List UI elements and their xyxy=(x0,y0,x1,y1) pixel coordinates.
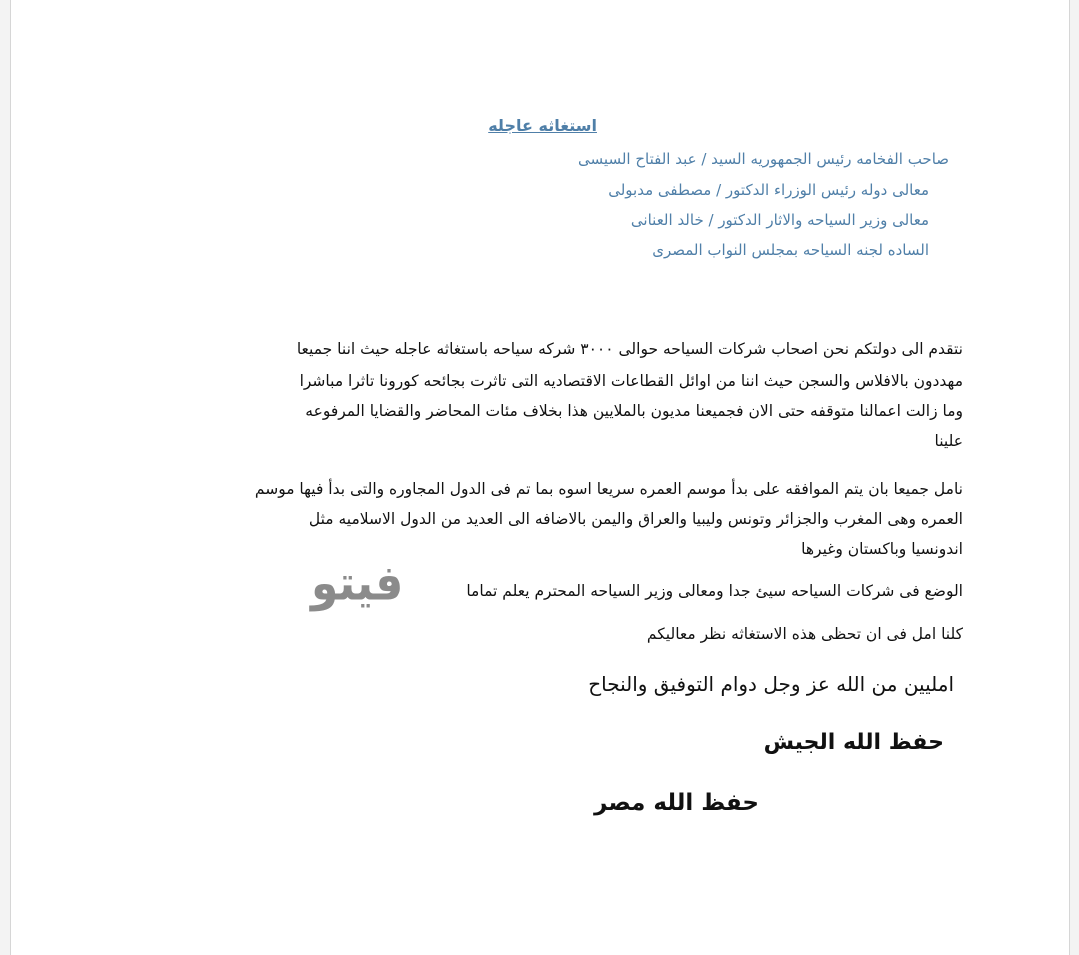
addressee-tourism-minister: معالى وزير السياحه والاثار الدكتور / خالد العنانى xyxy=(630,211,929,229)
addressee-president: صاحب الفخامه رئيس الجمهوريه السيد / عبد الفتاح السيسى xyxy=(578,150,949,168)
addressee-prime-minister: معالى دوله رئيس الوزراء الدكتور / مصطفى مدبولى xyxy=(608,181,929,199)
paragraph2-line1: نامل جميعا بان يتم الموافقه على بدأ موسم العمره سريعا اسوه بما تم فى الدول المجاوره والتى بدأ فيها موسم xyxy=(254,480,963,498)
paragraph1-line1: نتقدم الى دولتكم نحن اصحاب شركات السياحه حوالى ٣٠٠٠ شركه سياحه باستغاثه عاجله حيث اننا جميعا xyxy=(296,340,963,358)
paragraph2-line2: العمره وهى المغرب والجزائر وتونس وليبيا والعراق واليمن بالاضافه الى العديد من الدول الاسلاميه مثل xyxy=(308,510,963,528)
paragraph1-line2: مهددون بالافلاس والسجن حيث اننا من اوائل القطاعات الاقتصاديه التى تاثرت بجائحه كورونا تاثرا مباشرا xyxy=(299,372,963,390)
closing-egypt: حفظ الله مصر xyxy=(594,790,759,816)
paragraph3: الوضع فى شركات السياحه سيئ جدا ومعالى وزير السياحه المحترم يعلم تماما xyxy=(466,582,963,600)
closing-army: حفظ الله الجيش xyxy=(763,730,944,755)
document-page xyxy=(10,0,1070,955)
closing-wishes: امليين من الله عز وجل دوام التوفيق والنجاح xyxy=(588,672,954,696)
paragraph2-line3: اندونسيا وباكستان وغيرها xyxy=(801,540,963,558)
document-title: استغاثه عاجله xyxy=(488,116,597,135)
paragraph1-line4: علينا xyxy=(934,432,963,450)
paragraph1-line3: وما زالت اعمالنا متوقفه حتى الان فجميعنا مديون بالملايين هذا بخلاف مئات المحاضر والقضايا المرفوعه xyxy=(305,402,963,420)
addressee-parliament-committee: الساده لجنه السياحه بمجلس النواب المصرى xyxy=(652,241,929,259)
paragraph4: كلنا امل فى ان تحظى هذه الاستغاثه نظر معاليكم xyxy=(646,625,963,643)
watermark-logo: فيتو xyxy=(311,555,404,612)
